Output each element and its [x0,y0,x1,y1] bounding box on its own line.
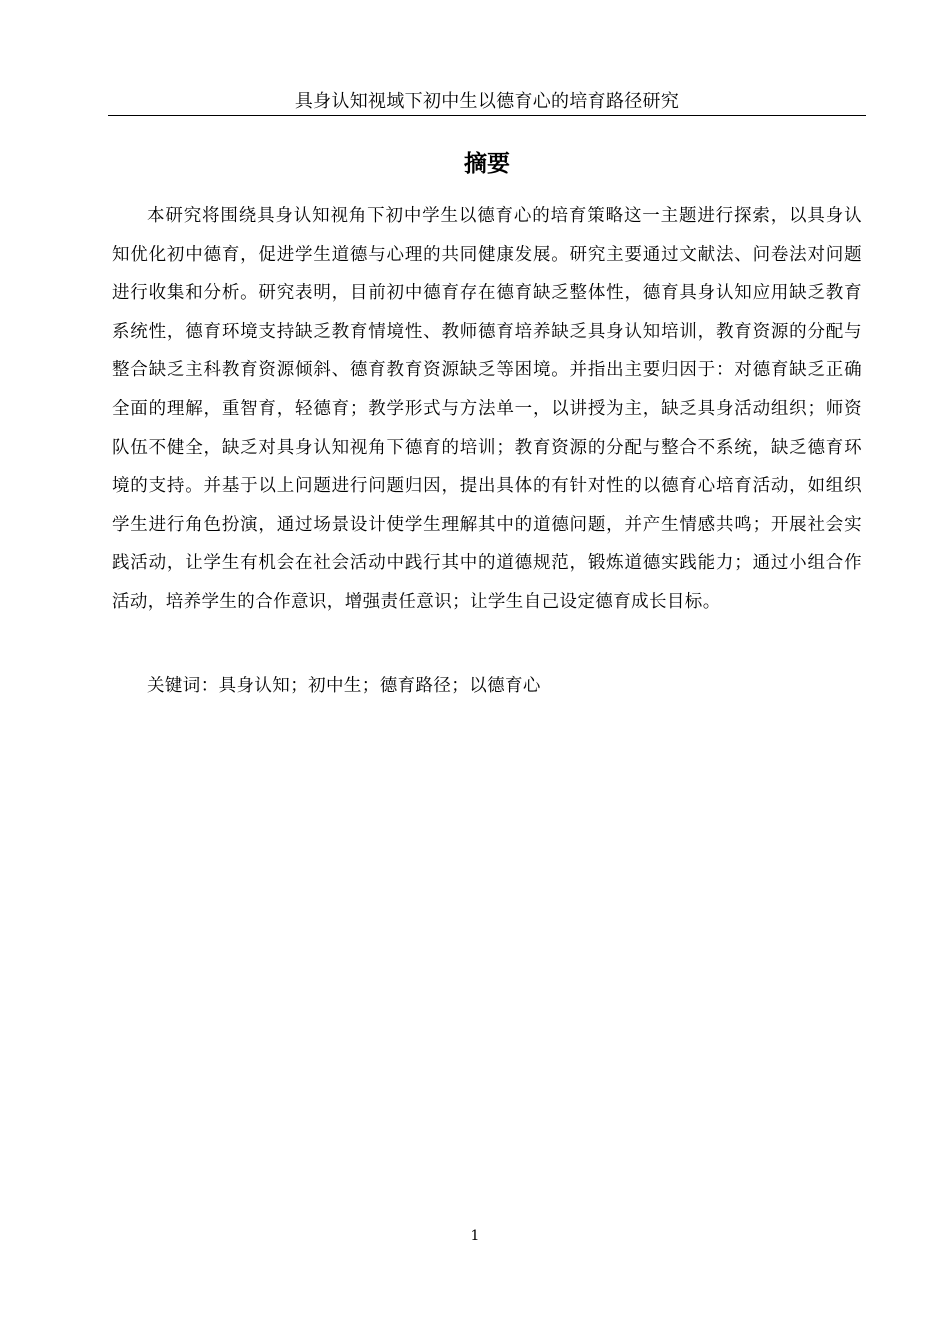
keywords-line: 关键词：具身认知；初中生；德育路径；以德育心 [147,676,541,696]
page-number: 1 [470,1228,480,1244]
abstract-title: 摘要 [464,151,510,177]
abstract-body: 本研究将围绕具身认知视角下初中学生以德育心的培育策略这一主题进行探索，以具身认知优化初中德育，促进学生道德与心理的共同健康发展。研究主要通过文献法、问卷法对问题进行收集和分析。研究表明，目前初中德育存在德育缺乏整体性，德育具身认知应用缺乏教育系统性，德育环境支持缺乏教育情境性、教师德育培养缺乏具身认知培训，教育资源的分配与整合缺乏主科教育资源倾斜、德育教育资源缺乏等困境。并指出主要归因于：对德育缺乏正确全面的理解，重智育，轻德育；教学形式与方法单一，以讲授为主，缺乏具身活动组织；师资队伍不健全，缺乏对具身认知视角下德育的培训；教育资源的分配与整合不系统，缺乏德育环境的支持。并基于以上问题进行问题归因，提出具体的有针对性的以德育心培育活动，如组织学生进行角色扮演，通过场景设计使学生理解其中的道德问题，并产生情感共鸣；开展社会实践活动，让学生有机会在社会活动中践行其中的道德规范，锻炼道德实践能力；通过小组合作活动，培养学生的合作意识，增强责任意识；让学生自己设定德育成长目标。 [112,206,862,612]
running-header: 具身认知视域下初中生以德育心的培育路径研究 [294,91,680,112]
header-rule [108,115,866,116]
